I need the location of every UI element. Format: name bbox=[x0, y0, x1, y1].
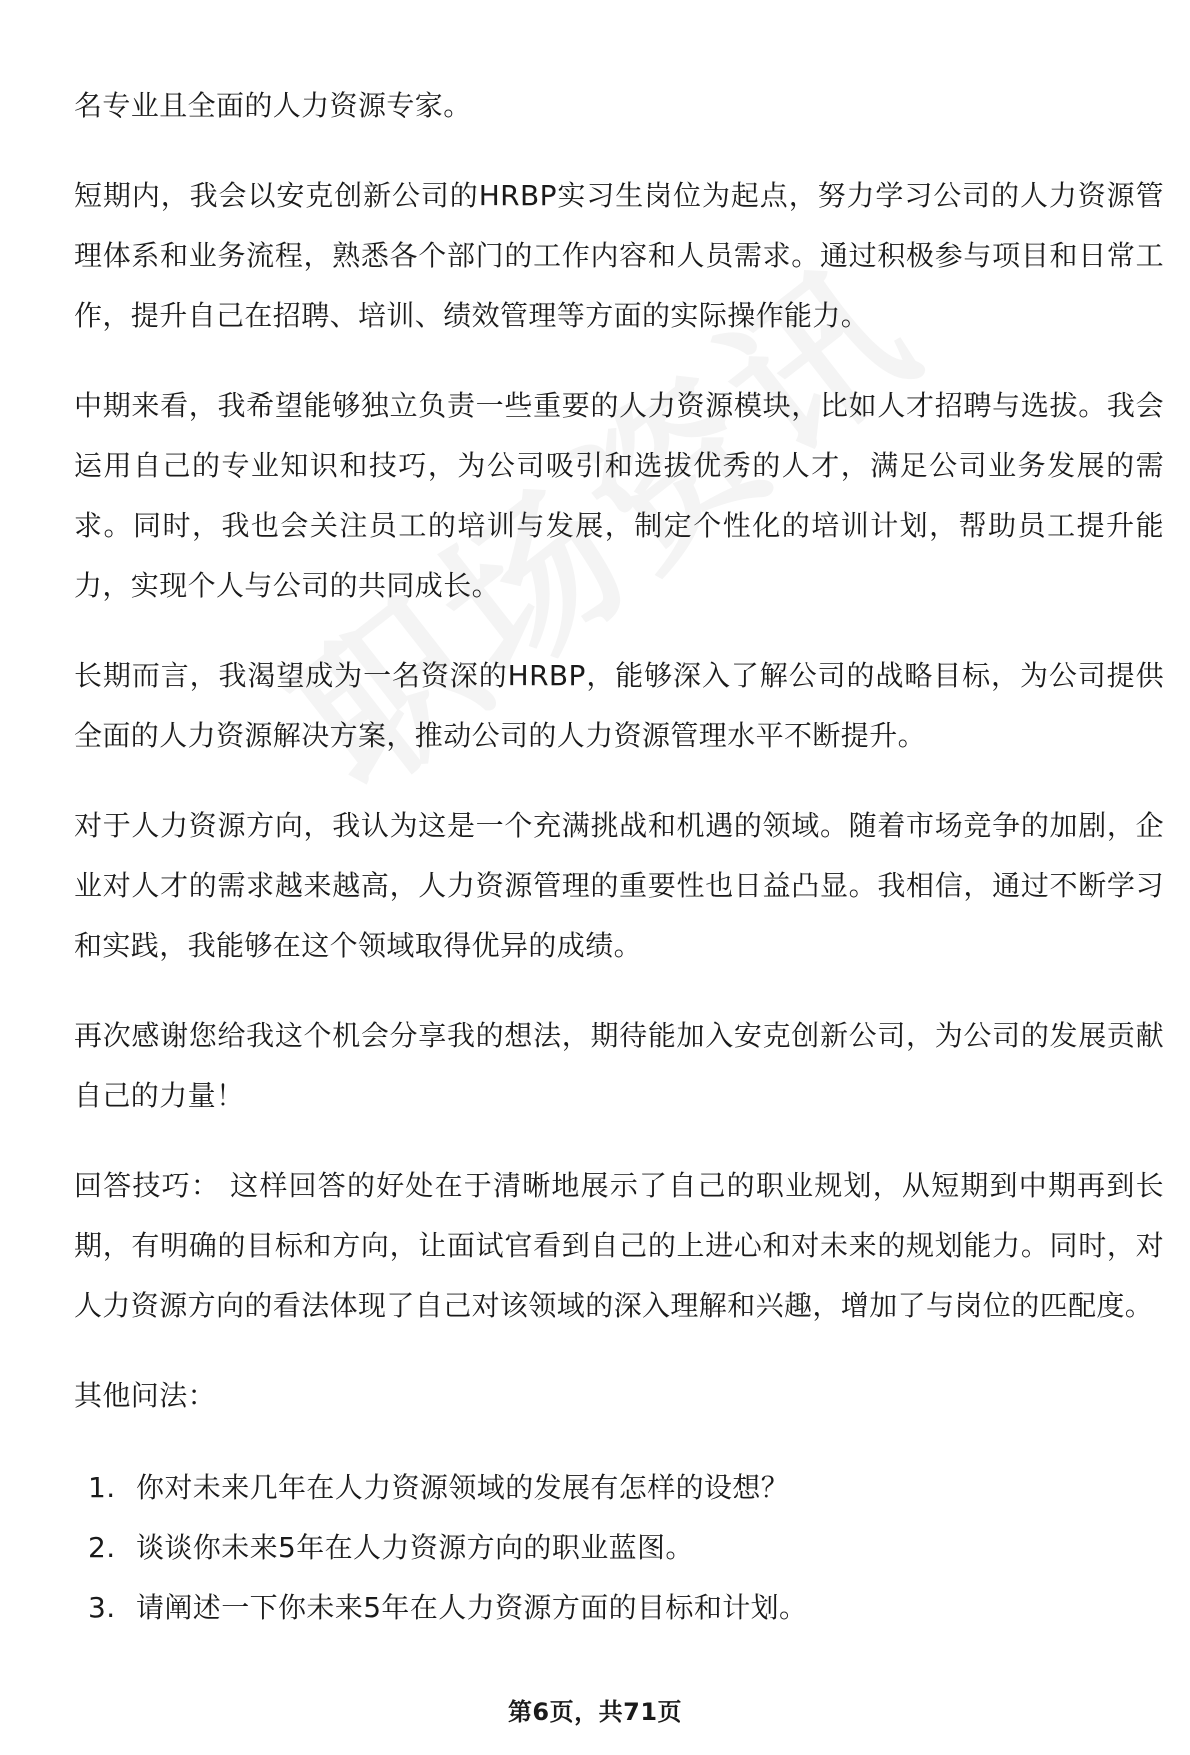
list-item bbox=[74, 1578, 1164, 1638]
list-item-number: 3. bbox=[88, 1591, 116, 1624]
list-item-number: 1. bbox=[88, 1471, 116, 1504]
list-item-text: 请阐述一下你未来5年在人力资源方面的目标和计划。 bbox=[136, 1591, 808, 1624]
paragraph-short-term: 短期内，我会以安克创新公司的HRBP实习生岗位为起点，努力学习公司的人力资源管理体系和业务流程，熟悉各个部门的工作内容和人员需求。通过积极参与项目和日常工作，提升自己在招聘、培训、绩效管理等方面的实际操作能力。 bbox=[74, 179, 1164, 332]
paragraph-long-term: 长期而言，我渴望成为一名资深的HRBP，能够深入了解公司的战略目标，为公司提供全面的人力资源解决方案，推动公司的人力资源管理水平不断提升。 bbox=[74, 659, 1164, 752]
list-item-text: 你对未来几年在人力资源领域的发展有怎样的设想？ bbox=[136, 1471, 790, 1504]
paragraph-mid-term: 中期来看，我希望能够独立负责一些重要的人力资源模块，比如人才招聘与选拔。我会运用自己的专业知识和技巧，为公司吸引和选拔优秀的人才，满足公司业务发展的需求。同时，我也会关注员工的培训与发展，制定个性化的培训计划，帮助员工提升能力，实现个人与公司的共同成长。 bbox=[74, 389, 1164, 602]
paragraph-thanks: 再次感谢您给我这个机会分享我的想法，期待能加入安克创新公司，为公司的发展贡献自己的力量！ bbox=[74, 1019, 1164, 1112]
list-item bbox=[74, 1458, 1164, 1518]
page-content bbox=[74, 76, 1164, 1638]
list-item-number: 2. bbox=[88, 1531, 116, 1564]
list-item-text: 谈谈你未来5年在人力资源方向的职业蓝图。 bbox=[136, 1531, 694, 1564]
list-item bbox=[74, 1518, 1164, 1578]
other-questions-label: 其他问法： bbox=[74, 1379, 217, 1412]
paragraph-hr-direction: 对于人力资源方向，我认为这是一个充满挑战和机遇的领域。随着市场竞争的加剧，企业对人才的需求越来越高，人力资源管理的重要性也日益凸显。我相信，通过不断学习和实践，我能够在这个领域取得优异的成绩。 bbox=[74, 809, 1164, 962]
other-questions-list bbox=[74, 1458, 1164, 1638]
page-number-footer: 第6页，共71页 bbox=[507, 1698, 683, 1726]
paragraph-intro-tail: 名专业且全面的人力资源专家。 bbox=[74, 89, 472, 122]
paragraph-answer-tips: 回答技巧： 这样回答的好处在于清晰地展示了自己的职业规划，从短期到中期再到长期，有明确的目标和方向，让面试官看到自己的上进心和对未来的规划能力。同时，对人力资源方向的看法体现了自己对该领域的深入理解和兴趣，增加了与岗位的匹配度。 bbox=[74, 1169, 1164, 1322]
